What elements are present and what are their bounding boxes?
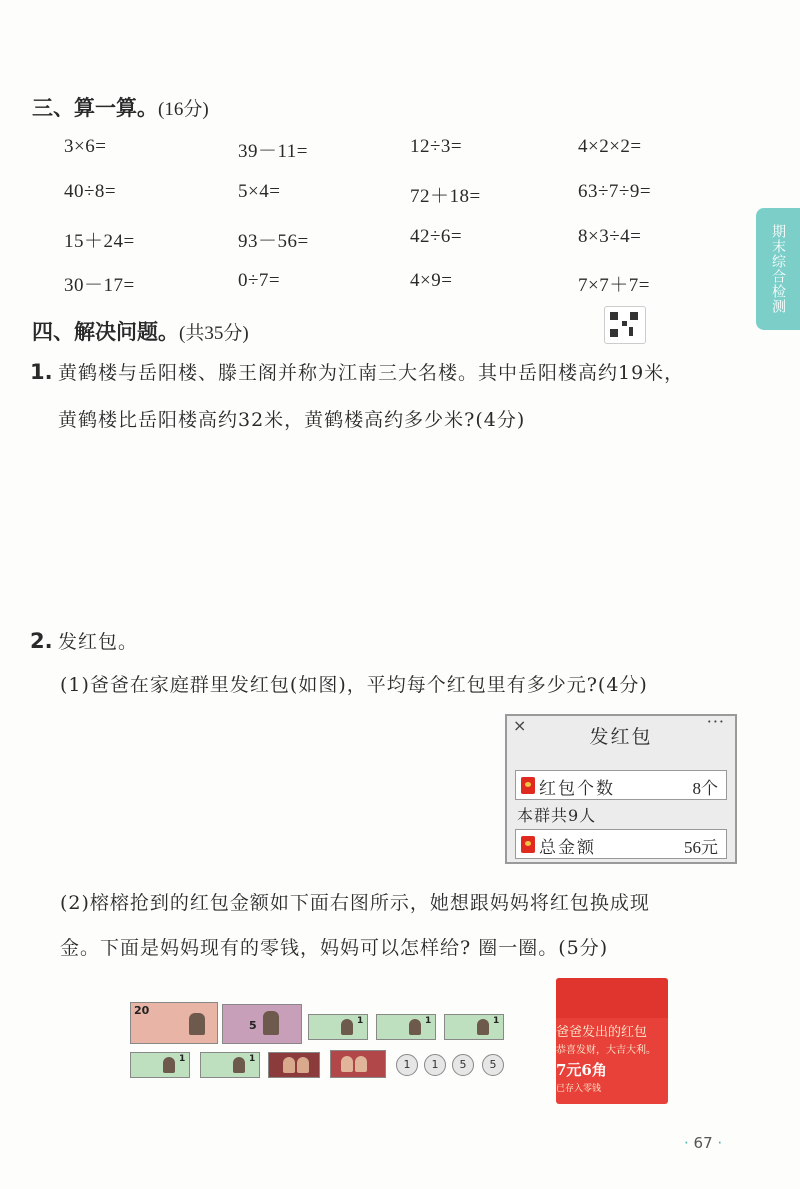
total-amount-value: 56元 <box>684 838 718 857</box>
portrait-icon <box>283 1057 295 1073</box>
calc-item: 42÷6= <box>410 226 463 247</box>
envelope-flap <box>556 978 668 1018</box>
calc-item: 12÷3= <box>410 136 463 157</box>
more-icon[interactable]: ··· <box>706 712 725 731</box>
portrait-icon <box>297 1057 309 1073</box>
dialog-title: 发红包 <box>589 726 653 748</box>
portrait-icon <box>163 1057 175 1073</box>
q1-number: 1. <box>30 360 53 384</box>
red-packet-icon <box>521 777 535 794</box>
banknote-1-yuan[interactable] <box>308 1014 368 1040</box>
portrait-icon <box>477 1019 489 1035</box>
banknote-1-yuan[interactable] <box>200 1052 260 1078</box>
red-envelope <box>556 978 668 1104</box>
calc-item: 93－56= <box>238 231 309 252</box>
section4-heading <box>32 316 249 346</box>
calc-item: 5×4= <box>238 181 281 202</box>
calc-item: 4×2×2= <box>578 136 642 157</box>
note-value: 1 <box>357 1016 364 1026</box>
calc-item: 15＋24= <box>64 231 135 252</box>
note-value: 1 <box>249 1054 256 1064</box>
banknote-1-yuan[interactable] <box>130 1052 190 1078</box>
banknote-1-yuan[interactable] <box>376 1014 436 1040</box>
q2-title: 发红包。 <box>58 631 139 653</box>
banknote-20-yuan[interactable] <box>130 1002 218 1044</box>
portrait-icon <box>341 1019 353 1035</box>
envelope-sender-text: 爸爸发出的红包 <box>556 1025 648 1040</box>
side-tab-final-test: 期末综合检测 <box>756 208 800 330</box>
calc-item: 0÷7= <box>238 270 281 291</box>
packet-count-label: 红包个数 <box>539 779 615 799</box>
note-value: 1 <box>179 1054 186 1064</box>
portrait-icon <box>341 1056 353 1072</box>
qr-code-icon[interactable] <box>604 306 646 344</box>
close-icon[interactable]: × <box>513 716 527 735</box>
total-amount-label: 总金额 <box>539 838 596 858</box>
calc-item: 8×3÷4= <box>578 226 642 247</box>
envelope-note: 已存入零钱 <box>556 1084 602 1094</box>
calc-item: 4×9= <box>410 270 453 291</box>
red-packet-dialog <box>505 714 737 864</box>
banknote-jiao[interactable] <box>330 1050 386 1078</box>
page-number: · 67 · <box>684 1134 723 1152</box>
packet-count-row[interactable] <box>515 770 727 800</box>
packet-count-value: 8个 <box>692 779 718 798</box>
section3-points: (16分) <box>158 99 209 120</box>
calc-item: 30－17= <box>64 275 135 296</box>
note-value: 1 <box>493 1016 500 1026</box>
fortune-icon <box>521 836 535 853</box>
money-illustration <box>128 1002 518 1082</box>
q2-number: 2. <box>30 629 53 653</box>
banknote-jiao[interactable] <box>268 1052 320 1078</box>
portrait-icon <box>233 1057 245 1073</box>
banknote-1-yuan[interactable] <box>444 1014 504 1040</box>
calc-item: 3×6= <box>64 136 107 157</box>
portrait-icon <box>409 1019 421 1035</box>
coin-5-jiao[interactable]: 5 <box>482 1054 504 1076</box>
portrait-icon <box>355 1056 367 1072</box>
portrait-icon <box>263 1011 279 1035</box>
q2-sub1: (1)爸爸在家庭群里发红包(如图)，平均每个红包里有多少元?(4分) <box>60 674 648 696</box>
calc-item: 40÷8= <box>64 181 117 202</box>
envelope-amount: 7元6角 <box>556 1061 607 1079</box>
envelope-blessing-text: 恭喜发财，大吉大利。 <box>556 1045 656 1056</box>
portrait-icon <box>189 1013 205 1035</box>
calc-item: 72＋18= <box>410 186 481 207</box>
section3-title: 三、算一算。 <box>32 96 158 120</box>
total-amount-row[interactable] <box>515 829 727 859</box>
coin-1-jiao[interactable]: 1 <box>424 1054 446 1076</box>
calc-item: 63÷7÷9= <box>578 181 652 202</box>
section4-points: (共35分) <box>179 323 249 344</box>
section3-heading <box>32 92 209 122</box>
section4-title: 四、解决问题。 <box>32 320 179 344</box>
group-member-text: 本群共9人 <box>517 806 597 825</box>
calc-item: 7×7＋7= <box>578 275 650 296</box>
note-value: 5 <box>249 1019 257 1032</box>
coin-1-jiao[interactable]: 1 <box>396 1054 418 1076</box>
coin-5-jiao[interactable]: 5 <box>452 1054 474 1076</box>
q1-line1: 黄鹤楼与岳阳楼、滕王阁并称为江南三大名楼。其中岳阳楼高约19米， <box>58 362 685 384</box>
banknote-5-yuan[interactable] <box>222 1004 302 1044</box>
calc-item: 39－11= <box>238 141 309 162</box>
page-number-value: 67 <box>693 1134 713 1152</box>
note-value: 1 <box>425 1016 432 1026</box>
q2-sub2-line1: (2)榕榕抢到的红包金额如下面右图所示，她想跟妈妈将红包换成现 <box>60 892 650 914</box>
note-value: 20 <box>134 1004 150 1017</box>
q1-line2: 黄鹤楼比岳阳楼高约32米，黄鹤楼高约多少米?(4分) <box>58 409 526 431</box>
q2-sub2-line2: 金。下面是妈妈现有的零钱，妈妈可以怎样给? 圈一圈。(5分) <box>60 937 609 959</box>
